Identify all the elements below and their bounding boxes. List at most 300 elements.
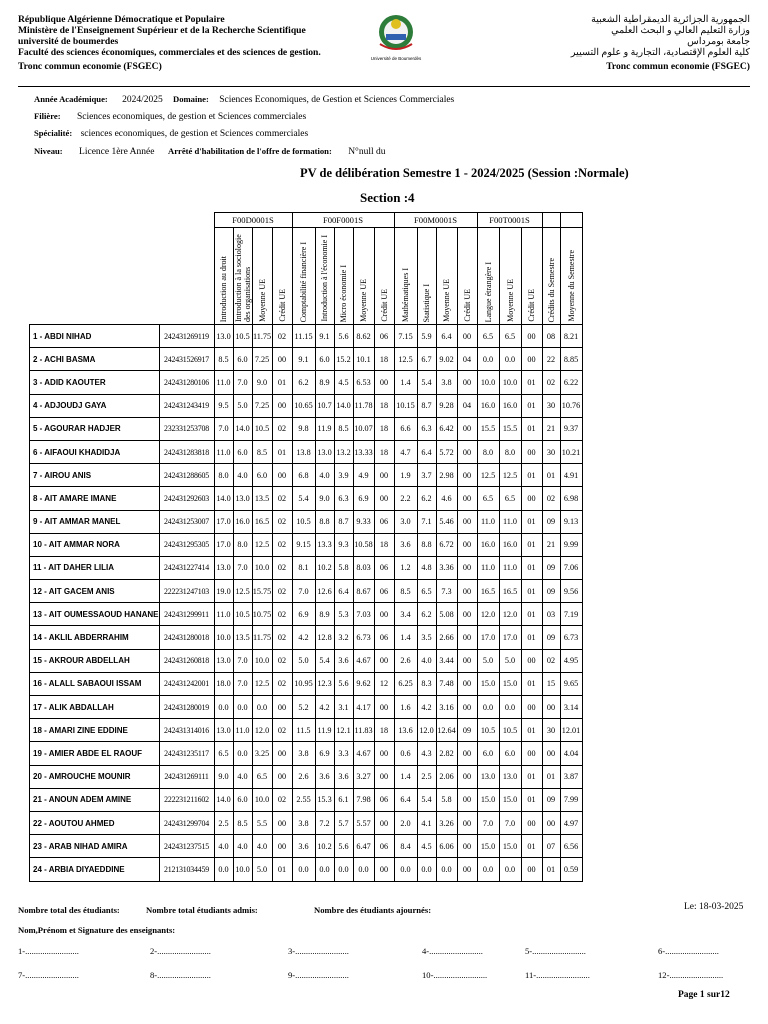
grade-cell: 13.3 (315, 533, 334, 556)
arrete-label: Arrêté d'habilitation de l'offre de formation: (168, 146, 332, 156)
grade-cell: 03 (542, 603, 560, 626)
table-row (30, 510, 583, 533)
grade-cell: 02 (272, 325, 292, 348)
meta-domaine (173, 94, 454, 105)
grade-cell: 4.6 (436, 487, 457, 510)
meta-annee (34, 94, 163, 105)
grade-cell: 06 (374, 580, 394, 603)
grade-cell: 01 (521, 626, 542, 649)
grade-cell: 7.99 (560, 788, 582, 811)
domaine-label: Domaine: (173, 94, 209, 104)
subject-header-label: Crédit UE (379, 289, 389, 322)
grade-cell: 16.5 (477, 580, 499, 603)
subject-header-label: Crédit UE (277, 289, 287, 322)
grade-cell: 13.2 (334, 440, 353, 463)
niveau-label: Niveau: (34, 146, 63, 156)
grade-cell: 6.8 (292, 464, 315, 487)
grade-cell: 00 (457, 765, 477, 788)
grade-cell: 10.76 (560, 394, 582, 417)
grade-cell: 5.2 (292, 696, 315, 719)
grade-cell: 5.0 (499, 649, 521, 672)
student-name: 11 - AIT DAHER LILIA (30, 556, 160, 579)
grade-cell: 4.97 (560, 811, 582, 834)
grade-cell: 3.6 (394, 533, 417, 556)
grade-cell: 4.95 (560, 649, 582, 672)
grade-cell: 00 (374, 603, 394, 626)
student-name: 6 - AIFAOUI KHADIDJA (30, 440, 160, 463)
grade-cell: 00 (457, 788, 477, 811)
table-row (30, 533, 583, 556)
grade-cell: 15.0 (499, 672, 521, 695)
grade-cell: 8.9 (315, 603, 334, 626)
module-header-empty (542, 213, 560, 228)
grade-cell: 9.56 (560, 580, 582, 603)
grade-cell: 7.06 (560, 556, 582, 579)
grade-cell: 5.72 (436, 440, 457, 463)
table-row (30, 487, 583, 510)
blank-cell (159, 228, 214, 325)
grade-cell: 6.6 (394, 417, 417, 440)
student-name: 21 - ANOUN ADEM AMINE (30, 788, 160, 811)
subject-header (457, 228, 477, 325)
grade-cell: 7.0 (214, 417, 233, 440)
grade-cell: 16.0 (477, 394, 499, 417)
grade-cell: 01 (521, 464, 542, 487)
subject-header-label: Moyenne UE (442, 279, 451, 322)
grade-cell: 2.6 (292, 765, 315, 788)
table-row (30, 719, 583, 742)
grade-cell: 15.0 (499, 835, 521, 858)
grade-cell: 3.3 (334, 742, 353, 765)
grade-cell: 00 (457, 417, 477, 440)
grade-cell: 4.8 (417, 556, 436, 579)
table-row (30, 556, 583, 579)
grade-cell: 06 (374, 556, 394, 579)
header-left-line: université de boumerdes (18, 36, 119, 47)
grade-cell: 2.5 (214, 811, 233, 834)
grade-cell: 4.67 (353, 742, 374, 765)
grade-cell: 12.5 (477, 464, 499, 487)
grade-cell: 18 (374, 394, 394, 417)
grade-cell: 00 (272, 696, 292, 719)
grade-cell: 00 (374, 742, 394, 765)
grade-cell: 6.4 (334, 580, 353, 603)
student-matricule: 242431314016 (159, 719, 214, 742)
grade-cell: 6.7 (417, 348, 436, 371)
signature-slot: 9-......................... (288, 970, 349, 980)
grade-cell: 16.0 (233, 510, 252, 533)
grade-cell: 11.75 (252, 325, 272, 348)
grade-cell: 0.0 (334, 858, 353, 881)
table-row (30, 696, 583, 719)
grade-cell: 01 (521, 672, 542, 695)
grade-cell: 3.7 (417, 464, 436, 487)
grade-cell: 00 (457, 742, 477, 765)
student-name: 4 - ADJOUDJ GAYA (30, 394, 160, 417)
grade-cell: 22 (542, 348, 560, 371)
table-row (30, 440, 583, 463)
student-matricule: 242431299911 (159, 603, 214, 626)
header-right-line: الجمهورية الجزائرية الديمقراطية الشعبية (591, 14, 750, 25)
grade-cell: 02 (272, 649, 292, 672)
signature-slot: 11-......................... (525, 970, 590, 980)
student-matricule: 242431237515 (159, 835, 214, 858)
grade-cell: 10.95 (292, 672, 315, 695)
grade-cell: 0.0 (436, 858, 457, 881)
grade-cell: 5.5 (252, 811, 272, 834)
grade-cell: 00 (374, 464, 394, 487)
grade-cell: 7.25 (252, 348, 272, 371)
grade-cell: 0.0 (499, 348, 521, 371)
grade-cell: 00 (457, 649, 477, 672)
grade-cell: 12.5 (252, 672, 272, 695)
grade-cell: 01 (521, 394, 542, 417)
grade-cell: 06 (374, 835, 394, 858)
grade-cell: 0.0 (477, 696, 499, 719)
student-name: 22 - AOUTOU AHMED (30, 811, 160, 834)
grade-cell: 01 (521, 835, 542, 858)
grade-cell: 5.3 (334, 603, 353, 626)
grade-cell: 12.5 (499, 464, 521, 487)
grade-cell: 5.0 (233, 394, 252, 417)
grade-cell: 8.0 (477, 440, 499, 463)
grade-cell: 3.4 (394, 603, 417, 626)
grade-cell: 11.0 (214, 371, 233, 394)
table-row (30, 742, 583, 765)
grade-cell: 9.33 (353, 510, 374, 533)
table-row (30, 603, 583, 626)
module-header: F00M0001S (394, 213, 477, 228)
grade-cell: 00 (272, 348, 292, 371)
module-header: F00F0001S (292, 213, 394, 228)
grade-cell: 01 (272, 440, 292, 463)
grade-cell: 2.66 (436, 626, 457, 649)
student-name: 23 - ARAB NIHAD AMIRA (30, 835, 160, 858)
student-name: 12 - AIT GACEM ANIS (30, 580, 160, 603)
grade-cell: 11.75 (252, 626, 272, 649)
grade-cell: 8.67 (353, 580, 374, 603)
grade-cell: 01 (521, 556, 542, 579)
header-divider (18, 86, 750, 87)
grade-cell: 9.1 (292, 348, 315, 371)
grade-cell: 09 (542, 580, 560, 603)
header-right (571, 14, 750, 72)
grade-cell: 09 (457, 719, 477, 742)
grade-cell: 15.0 (499, 788, 521, 811)
subject-header (436, 228, 457, 325)
grade-cell: 4.7 (394, 440, 417, 463)
ajourned-students-label: Nombre des étudiants ajournés: (314, 905, 432, 915)
grade-cell: 00 (457, 811, 477, 834)
grade-cell: 00 (542, 811, 560, 834)
grade-cell: 6.9 (315, 742, 334, 765)
grade-cell: 5.46 (436, 510, 457, 533)
student-matricule: 242431295305 (159, 533, 214, 556)
grade-cell: 1.4 (394, 371, 417, 394)
header-left-line: Faculté des sciences économiques, commerciales et des sciences de gestion. (18, 47, 321, 58)
grade-cell: 18 (374, 348, 394, 371)
student-matricule: 242431280019 (159, 696, 214, 719)
grade-cell: 30 (542, 719, 560, 742)
grade-cell: 00 (457, 626, 477, 649)
grade-cell: 5.8 (334, 556, 353, 579)
grade-cell: 14.0 (233, 417, 252, 440)
grade-cell: 13.8 (292, 440, 315, 463)
grade-cell: 1.6 (394, 696, 417, 719)
grade-cell: 6.42 (436, 417, 457, 440)
grade-cell: 30 (542, 394, 560, 417)
grade-cell: 3.44 (436, 649, 457, 672)
grade-cell: 6.73 (353, 626, 374, 649)
grade-cell: 10.5 (233, 325, 252, 348)
grade-cell: 8.0 (499, 440, 521, 463)
grade-cell: 11.0 (477, 556, 499, 579)
grade-cell: 6.0 (499, 742, 521, 765)
grade-cell: 9.99 (560, 533, 582, 556)
grade-cell: 8.4 (394, 835, 417, 858)
grade-cell: 6.5 (214, 742, 233, 765)
grade-cell: 3.14 (560, 696, 582, 719)
grade-cell: 1.2 (394, 556, 417, 579)
grade-cell: 00 (521, 440, 542, 463)
student-name: 18 - AMARI ZINE EDDINE (30, 719, 160, 742)
grade-cell: 4.0 (233, 765, 252, 788)
annee-value: 2024/2025 (122, 95, 163, 105)
grade-cell: 6.0 (233, 440, 252, 463)
grade-cell: 4.0 (417, 649, 436, 672)
grade-cell: 13.0 (315, 440, 334, 463)
grade-cell: 19.0 (214, 580, 233, 603)
grade-cell: 02 (542, 371, 560, 394)
grade-cell: 11.9 (315, 719, 334, 742)
subject-header-label: Mathématiques I (401, 268, 410, 322)
table-row (30, 394, 583, 417)
grade-cell: 10.5 (233, 603, 252, 626)
grade-cell: 5.8 (436, 788, 457, 811)
grade-cell: 5.08 (436, 603, 457, 626)
grade-cell: 15.5 (477, 417, 499, 440)
grade-cell: 13.5 (233, 626, 252, 649)
grade-cell: 6.2 (417, 487, 436, 510)
grade-cell: 00 (374, 696, 394, 719)
grade-cell: 00 (542, 696, 560, 719)
student-name: 15 - AKROUR ABDELLAH (30, 649, 160, 672)
grade-cell: 5.0 (477, 649, 499, 672)
subject-header (477, 228, 499, 325)
document-date: Le: 18-03-2025 (684, 902, 744, 912)
grade-cell: 00 (457, 603, 477, 626)
grade-cell: 02 (272, 533, 292, 556)
grade-cell: 6.9 (292, 603, 315, 626)
grade-cell: 09 (542, 788, 560, 811)
grade-cell: 7.25 (252, 394, 272, 417)
grade-cell: 01 (521, 510, 542, 533)
grade-cell: 10.15 (394, 394, 417, 417)
domaine-value: Sciences Economiques, de Gestion et Sciences Commerciales (219, 95, 455, 105)
grade-cell: 02 (272, 580, 292, 603)
header-right-line: جامعة بومرداس (687, 36, 750, 47)
grade-cell: 6.3 (417, 417, 436, 440)
header-right-line: وزارة التعليم العالي و البحث العلمي (611, 25, 750, 36)
grade-cell: 7.0 (292, 580, 315, 603)
signature-slot: 7-......................... (18, 970, 79, 980)
grade-cell: 6.0 (477, 742, 499, 765)
header-left (18, 14, 321, 72)
grade-cell: 10.5 (499, 719, 521, 742)
grade-cell: 4.17 (353, 696, 374, 719)
student-matricule: 232331253708 (159, 417, 214, 440)
grade-cell: 6.5 (252, 765, 272, 788)
grade-cell: 14.0 (214, 487, 233, 510)
grade-cell: 8.62 (353, 325, 374, 348)
signature-slot: 4-......................... (422, 946, 483, 956)
specialite-label: Spécialité: (34, 128, 73, 138)
table-row (30, 417, 583, 440)
signature-slot: 6-......................... (658, 946, 719, 956)
grade-cell: 10.5 (477, 719, 499, 742)
grade-cell: 0.0 (233, 696, 252, 719)
subject-header (315, 228, 334, 325)
subject-header (272, 228, 292, 325)
grade-cell: 06 (374, 510, 394, 533)
grade-cell: 6.56 (560, 835, 582, 858)
grade-cell: 02 (542, 649, 560, 672)
grade-cell: 0.59 (560, 858, 582, 881)
grade-cell: 12.5 (394, 348, 417, 371)
table-row (30, 835, 583, 858)
blank-cell (159, 213, 214, 228)
student-name: 14 - AKLIL ABDERRAHIM (30, 626, 160, 649)
grade-cell: 17.0 (477, 626, 499, 649)
subject-header (560, 228, 582, 325)
student-name: 9 - AIT AMMAR MANEL (30, 510, 160, 533)
grade-cell: 11.15 (292, 325, 315, 348)
grade-cell: 4.5 (417, 835, 436, 858)
grade-cell: 02 (272, 556, 292, 579)
meta-niveau (34, 146, 154, 157)
student-matricule: 212131034459 (159, 858, 214, 881)
grade-cell: 5.6 (334, 672, 353, 695)
filiere-label: Filière: (34, 111, 61, 121)
student-matricule: 242431283818 (159, 440, 214, 463)
grade-cell: 02 (272, 626, 292, 649)
table-row (30, 371, 583, 394)
grade-cell: 8.8 (315, 510, 334, 533)
logo-caption: Université de Boumerdès (370, 56, 422, 61)
grade-cell: 01 (521, 417, 542, 440)
grade-cell: 12.0 (477, 603, 499, 626)
niveau-value: Licence 1ère Année (79, 147, 155, 157)
grade-cell: 01 (272, 858, 292, 881)
logo-emblem-icon (374, 10, 418, 70)
table-row (30, 325, 583, 348)
grade-cell: 02 (272, 719, 292, 742)
grade-cell: 6.0 (233, 788, 252, 811)
pv-title: PV de délibération Semestre 1 - 2024/2025 (Session :Normale) (300, 166, 629, 180)
grade-cell: 00 (272, 394, 292, 417)
grade-cell: 2.82 (436, 742, 457, 765)
grade-cell: 13.0 (233, 487, 252, 510)
subject-header (353, 228, 374, 325)
grade-cell: 10.5 (252, 417, 272, 440)
grade-cell: 10.58 (353, 533, 374, 556)
grade-cell: 01 (521, 765, 542, 788)
student-matricule: 242431227414 (159, 556, 214, 579)
grade-cell: 0.0 (214, 696, 233, 719)
grade-cell: 00 (374, 487, 394, 510)
grade-cell: 9.62 (353, 672, 374, 695)
grade-cell: 4.0 (252, 835, 272, 858)
student-matricule: 242431280106 (159, 371, 214, 394)
grade-cell: 9.8 (292, 417, 315, 440)
annee-label: Année Académique: (34, 94, 108, 104)
grade-cell: 16.5 (499, 580, 521, 603)
subject-header (374, 228, 394, 325)
grade-cell: 5.4 (417, 371, 436, 394)
grade-cell: 15.0 (477, 835, 499, 858)
grade-cell: 5.6 (334, 325, 353, 348)
grade-cell: 13.0 (214, 556, 233, 579)
grade-cell: 18 (374, 417, 394, 440)
module-header: F00D0001S (214, 213, 292, 228)
grade-cell: 8.0 (233, 533, 252, 556)
grade-cell: 00 (542, 742, 560, 765)
grade-cell: 8.21 (560, 325, 582, 348)
grade-cell: 15 (542, 672, 560, 695)
grade-cell: 8.5 (334, 417, 353, 440)
grade-cell: 12.3 (315, 672, 334, 695)
student-name: 3 - ADID KAOUTER (30, 371, 160, 394)
grade-cell: 8.7 (417, 394, 436, 417)
grade-cell: 4.2 (417, 696, 436, 719)
grade-cell: 8.7 (334, 510, 353, 533)
grade-cell: 0.6 (394, 742, 417, 765)
arrete-value: N°null du (348, 147, 386, 157)
grade-cell: 0.0 (252, 696, 272, 719)
grade-cell: 9.3 (334, 533, 353, 556)
grade-cell: 00 (457, 440, 477, 463)
results-table (29, 212, 583, 882)
grade-cell: 08 (542, 325, 560, 348)
student-matricule: 242431243419 (159, 394, 214, 417)
subject-header (233, 228, 252, 325)
signature-slot: 1-......................... (18, 946, 79, 956)
grade-cell: 16.0 (499, 394, 521, 417)
grade-cell: 12.5 (233, 580, 252, 603)
student-name: 20 - AMROUCHE MOUNIR (30, 765, 160, 788)
subject-header-label: Crédit UE (527, 289, 536, 322)
grade-cell: 4.3 (417, 742, 436, 765)
grade-cell: 12.5 (252, 533, 272, 556)
grade-cell: 11.0 (477, 510, 499, 533)
grade-cell: 0.0 (499, 858, 521, 881)
grade-cell: 4.0 (315, 464, 334, 487)
grade-cell: 8.9 (315, 371, 334, 394)
grade-cell: 7.48 (436, 672, 457, 695)
grade-cell: 5.6 (334, 835, 353, 858)
subject-header (499, 228, 521, 325)
student-matricule: 242431280018 (159, 626, 214, 649)
grade-cell: 5.4 (417, 788, 436, 811)
grade-cell: 8.5 (233, 811, 252, 834)
grade-cell: 00 (521, 325, 542, 348)
university-logo (370, 10, 422, 70)
subject-header-label: Crédits du Semestre (546, 257, 556, 322)
grade-cell: 7.0 (499, 811, 521, 834)
grade-cell: 3.87 (560, 765, 582, 788)
grade-cell: 1.4 (394, 626, 417, 649)
table-row (30, 464, 583, 487)
